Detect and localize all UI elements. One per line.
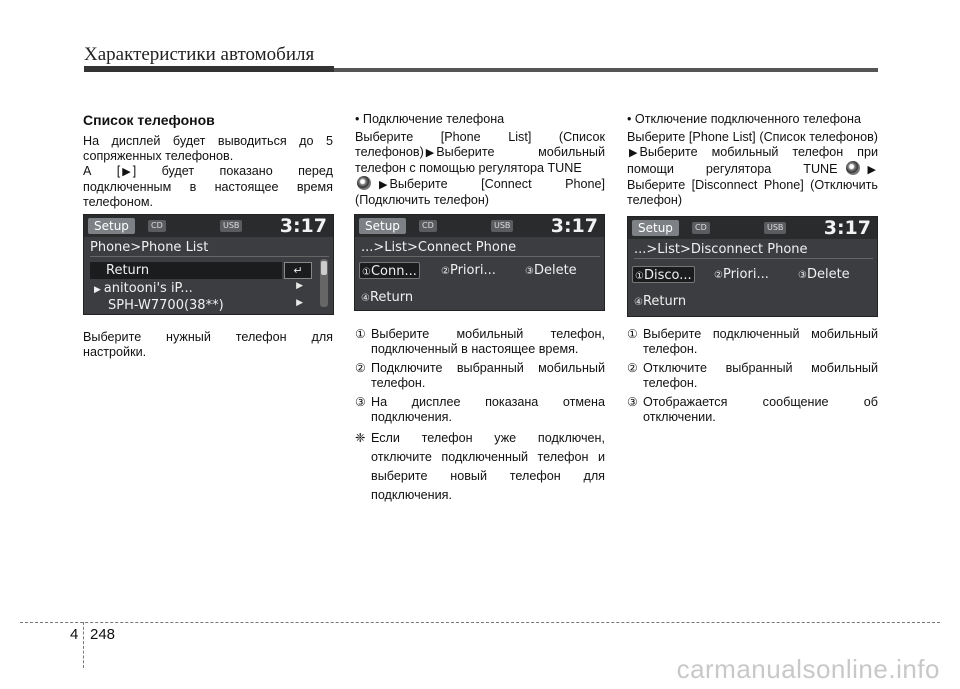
paragraph-steps [627, 130, 878, 208]
usb-icon: USB [491, 220, 513, 232]
breadcrumb: ...>List>Disconnect Phone [634, 241, 873, 259]
scrollbar [320, 259, 328, 307]
column-connect [355, 112, 605, 208]
chapter-number: 4 [70, 626, 79, 643]
clock: 3:17 [550, 215, 598, 237]
chevron-right-icon: ▶ [296, 298, 303, 308]
num-1: ① [635, 271, 644, 282]
list-item [355, 327, 605, 357]
clock: 3:17 [823, 217, 871, 239]
option-delete [798, 266, 850, 283]
tune-knob-icon [357, 176, 371, 190]
marker-3: ③ [627, 395, 638, 409]
option-return [361, 289, 413, 306]
watermark: carmanualsonline.info [676, 654, 940, 684]
page-header-title: Характеристики автомобиля [84, 44, 315, 65]
option-label: Conn... [370, 264, 417, 279]
play-arrow-icon: ▶ [867, 164, 876, 176]
option-label: Disco... [643, 268, 692, 283]
bullet-heading: • Подключение телефона [355, 112, 505, 126]
tune-knob-icon [846, 161, 860, 175]
marker-2: ② [627, 361, 638, 375]
num-4: ④ [634, 297, 643, 308]
option-priority [441, 262, 496, 279]
note-text: Если телефон уже подключен, отключите подключенный телефон и выберите новый телефон для подключения. [371, 431, 605, 502]
num-1: ① [362, 267, 371, 278]
play-arrow-icon: ▶ [629, 147, 638, 159]
paragraph-steps [355, 130, 605, 208]
list-item [355, 361, 605, 391]
list-item [627, 395, 878, 425]
display-connect-phone [354, 214, 605, 311]
option-label: Return [369, 290, 414, 305]
option-return [634, 293, 686, 310]
option-label: Priori... [449, 263, 496, 278]
setup-tab: Setup [88, 218, 135, 234]
scrollbar-thumb [321, 261, 327, 275]
step-b: Выберите мобильный телефон при помощи регулятора TUNE [627, 145, 878, 176]
play-arrow-icon: ▶ [425, 147, 435, 159]
phone-name: anitooni's iP... [103, 281, 193, 296]
caption-select-phone: Выберите нужный телефон для настройки. [83, 330, 333, 359]
section-title: Список телефонов [83, 112, 215, 128]
list-item [94, 280, 314, 297]
cd-icon: CD [419, 220, 437, 232]
breadcrumb: ...>List>Connect Phone [361, 239, 600, 257]
item-text: Выберите подключенный мобильный телефон. [643, 327, 878, 356]
return-icon: ↵ [284, 262, 312, 279]
item-text: Подключите выбранный мобильный телефон. [371, 361, 605, 390]
list-item [627, 361, 878, 391]
option-connect [359, 262, 420, 279]
usb-icon: USB [220, 220, 242, 232]
list-item [355, 395, 605, 425]
num-2: ② [441, 266, 450, 277]
marker-1: ① [627, 327, 638, 341]
text-a: А [ [83, 164, 121, 178]
header-rule-accent [84, 66, 334, 72]
display-disconnect-phone [627, 216, 878, 317]
paragraph-indicator [83, 164, 333, 210]
column-phone-list [83, 112, 333, 210]
bullet-heading: • Отключение подключенного телефона [627, 112, 861, 126]
step-b: Выберите мобильный телефон с помощью регулятора TUNE [355, 145, 605, 175]
marker-3: ③ [355, 395, 366, 409]
marker-1: ① [355, 327, 366, 341]
breadcrumb: Phone>Phone List [90, 239, 329, 257]
num-4: ④ [361, 293, 370, 304]
setup-tab: Setup [359, 218, 406, 234]
option-delete [525, 262, 577, 279]
phone-name: SPH-W7700(38**) [108, 298, 224, 313]
option-label: Return [642, 294, 687, 309]
cd-icon: CD [148, 220, 166, 232]
cd-icon: CD [692, 222, 710, 234]
clock: 3:17 [279, 215, 327, 237]
list-item [627, 327, 878, 357]
item-text: Отображается сообщение об отключении. [643, 395, 878, 424]
chevron-right-icon: ▶ [94, 285, 104, 295]
step-a: Выберите [Phone List] (Список телефонов) [355, 130, 605, 159]
option-priority [714, 266, 769, 283]
num-3: ③ [798, 270, 807, 281]
item-text: Отключите выбранный мобильный телефон. [643, 361, 878, 390]
steps-disconnect [627, 327, 878, 429]
return-label: Return [106, 263, 150, 278]
chevron-right-icon: ▶ [296, 281, 303, 291]
steps-connect [355, 327, 605, 505]
option-disconnect [632, 266, 695, 283]
marker-2: ② [355, 361, 366, 375]
list-item [94, 297, 314, 314]
usb-icon: USB [764, 222, 786, 234]
return-row [90, 262, 282, 279]
display-phone-list [83, 214, 334, 315]
text-b: ] будет показано перед подключенным в настоящее время телефоном. [83, 164, 333, 209]
note-icon: ❈ [355, 431, 366, 445]
option-label: Delete [806, 267, 850, 282]
option-label: Delete [533, 263, 577, 278]
footer-vertical-divider [83, 622, 84, 668]
setup-tab: Setup [632, 220, 679, 236]
column-disconnect [627, 112, 878, 208]
step-c: Выберите [Connect Phone] (Подключить телефон) [355, 177, 605, 207]
num-2: ② [714, 270, 723, 281]
step-c: Выберите [Disconnect Phone] (Отключить телефон) [627, 178, 878, 207]
option-label: Priori... [722, 267, 769, 282]
item-text: Выберите мобильный телефон, подключенный в настоящее время. [371, 327, 605, 356]
step-a: Выберите [Phone List] (Список телефонов) [627, 130, 878, 144]
play-arrow-icon: ▶ [122, 166, 131, 178]
page-number: 248 [90, 626, 116, 643]
note [355, 429, 605, 505]
item-text: На дисплее показана отмена подключения. [371, 395, 605, 424]
play-arrow-icon: ▶ [379, 179, 388, 191]
num-3: ③ [525, 266, 534, 277]
paragraph-max-phones: На дисплей будет выводиться до 5 сопряженных телефонов. [83, 134, 333, 163]
footer-divider [20, 622, 940, 623]
